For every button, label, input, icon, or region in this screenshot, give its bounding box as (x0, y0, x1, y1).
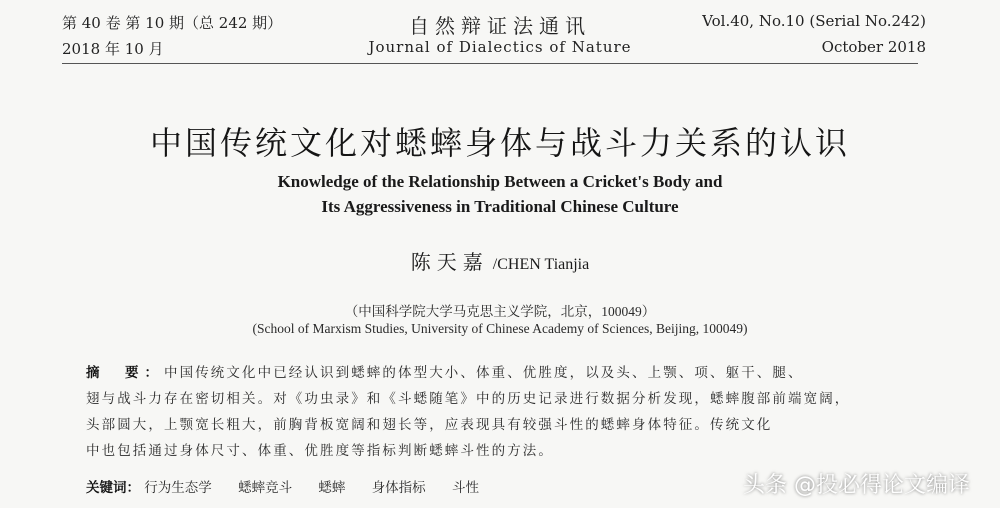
abstract-line2: 翅与战斗力存在密切相关。对《功虫录》和《斗蟋随笔》中的历史记录进行数据分析发现，蟋蟀腹部前端宽阔， (86, 391, 851, 407)
keyword-item: 身体指标 (371, 480, 426, 496)
author (0, 246, 1000, 275)
abstract-label: 摘 要： (86, 365, 164, 381)
volume-info: Vol.40, No.10 (Serial No.242) (702, 12, 926, 30)
journal-title-en: Journal of Dialectics of Nature (368, 38, 632, 56)
paper-title-en-line1: Knowledge of the Relationship Between a Cricket's Body and (277, 172, 723, 191)
affiliation-en: (School of Marxism Studies, University of Chinese Academy of Sciences, Beijing, 100049) (252, 321, 748, 336)
watermark: 头条 @投必得论文编译 (743, 473, 970, 498)
paper-title-en-line2: Its Aggressiveness in Traditional Chinese Culture (321, 197, 679, 216)
keyword-item: 行为生态学 (144, 480, 212, 496)
keywords-label: 关键词： (86, 480, 140, 496)
issue-date-en: October 2018 (821, 38, 926, 56)
journal-title-cn: 自然辩证法通讯 (409, 14, 591, 38)
keyword-item: 斗性 (451, 480, 479, 496)
author-name-cn: 陈天嘉 (410, 250, 489, 274)
issue-info: 第 40 卷 第 10 期（总 242 期） (62, 14, 283, 32)
abstract-line3: 头部圆大，上颚宽长粗大，前胸背板宽阔和翅长等，应表现具有较强斗性的蟋蟀身体特征。传统文化 (86, 417, 773, 433)
abstract-line4: 中也包括通过身体尺寸、体重、优胜度等指标判断蟋蟀斗性的方法。 (86, 443, 554, 459)
affiliation-cn: （中国科学院大学马克思主义学院，北京，100049） (344, 304, 656, 319)
abstract-line1: 摘 要：中国传统文化中已经认识到蟋蟀的体型大小、体重、优胜度，以及头、上颚、项、躯干、腿、 (86, 365, 804, 381)
keywords (86, 476, 501, 496)
header-divider (62, 63, 918, 64)
keyword-item: 蟋蟀 (318, 480, 346, 496)
author-name-en: /CHEN Tianjia (488, 256, 590, 273)
paper-title-cn: 中国传统文化对蟋蟀身体与战斗力关系的认识 (149, 124, 850, 162)
issue-date-cn: 2018 年 10 月 (62, 40, 164, 58)
keyword-item: 蟋蟀竞斗 (238, 480, 293, 496)
